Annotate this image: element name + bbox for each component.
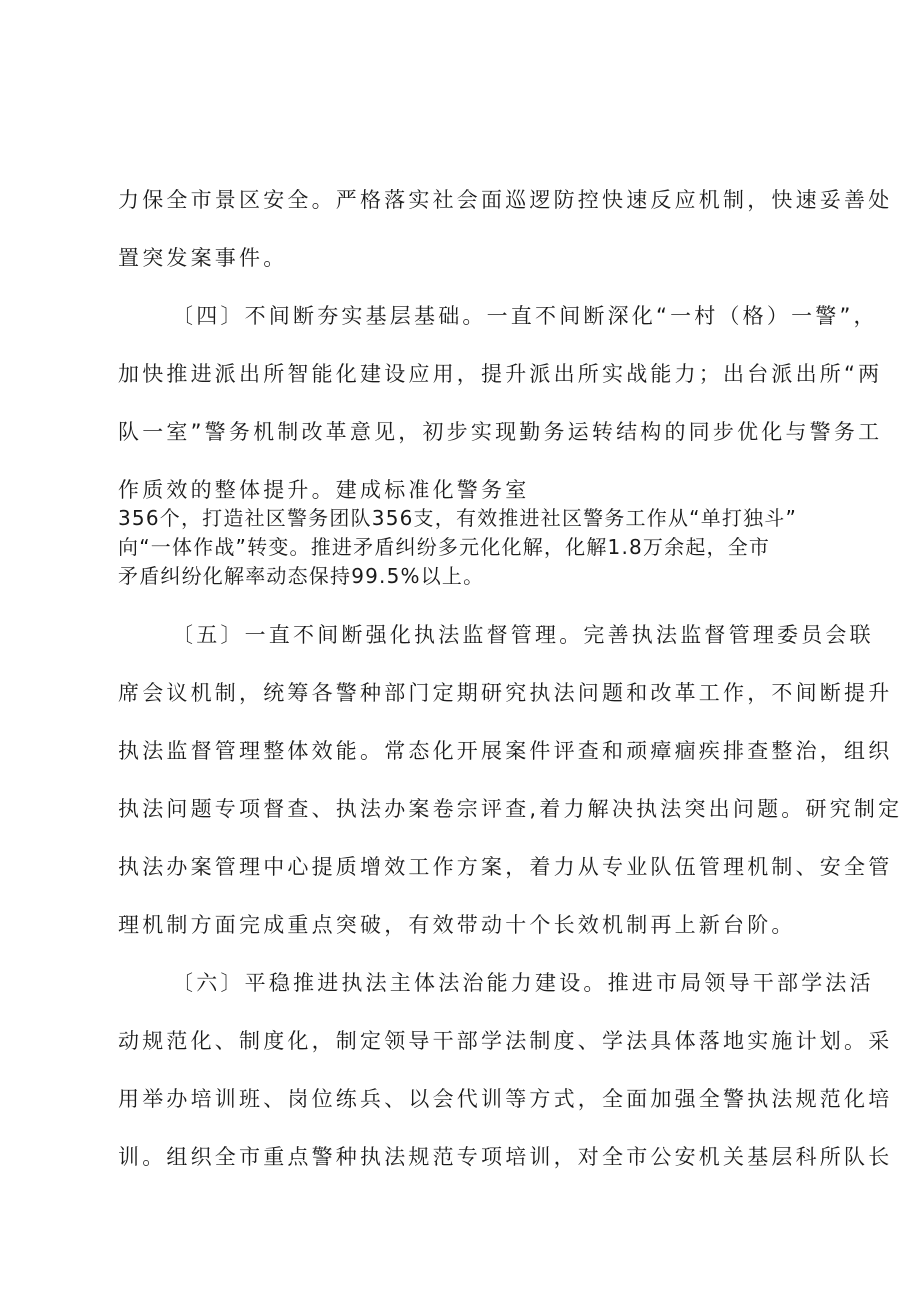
text-line: 置突发案事件。	[118, 246, 288, 270]
text-line: 理机制方面完成重点突破，有效带动十个长效机制再上新台阶。	[118, 913, 796, 937]
paragraph-heading-5: 〔五〕一直不间断强化执法监督管理。完善执法监督管理委员会联	[172, 623, 874, 647]
paragraph-heading-4: 〔四〕不间断夯实基层基础。一直不间断深化“一村（格）一警”，	[172, 304, 878, 328]
text-line: 队一室”警务机制改革意见，初步实现勤务运转结构的同步优化与警务工	[118, 420, 883, 444]
paragraph-heading-6: 〔六〕平稳推进执法主体法治能力建设。推进市局领导干部学法活	[172, 971, 874, 995]
text-line: 动规范化、制度化，制定领导干部学法制度、学法具体落地实施计划。采	[118, 1029, 893, 1053]
text-line: 执法问题专项督查、执法办案卷宗评查,着力解决执法突出问题。研究制定	[118, 797, 903, 821]
text-line: 力保全市景区安全。严格落实社会面巡逻防控快速反应机制，快速妥善处	[118, 188, 893, 212]
text-line: 向“一体作战”转变。推进矛盾纠纷多元化化解，化解1.8万余起，全市	[118, 535, 771, 559]
text-line: 用举办培训班、岗位练兵、以会代训等方式，全面加强全警执法规范化培	[118, 1087, 893, 1111]
text-line: 执法办案管理中心提质增效工作方案，着力从专业队伍管理机制、安全管	[118, 855, 893, 879]
text-line: 矛盾纠纷化解率动态保持99.5%以上。	[118, 564, 485, 588]
text-line: 训。组织全市重点警种执法规范专项培训，对全市公安机关基层科所队长	[118, 1145, 893, 1169]
text-line: 执法监督管理整体效能。常态化开展案件评查和顽瘴痼疾排查整治，组织	[118, 739, 893, 763]
text-line: 加快推进派出所智能化建设应用，提升派出所实战能力；出台派出所“两	[118, 362, 883, 386]
text-line: 作质效的整体提升。建成标准化警务室	[118, 478, 530, 502]
text-line: 356个，打造社区警务团队356支，有效推进社区警务工作从“单打独斗”	[118, 506, 798, 530]
text-line: 席会议机制，统筹各警种部门定期研究执法问题和改革工作，不间断提升	[118, 681, 893, 705]
